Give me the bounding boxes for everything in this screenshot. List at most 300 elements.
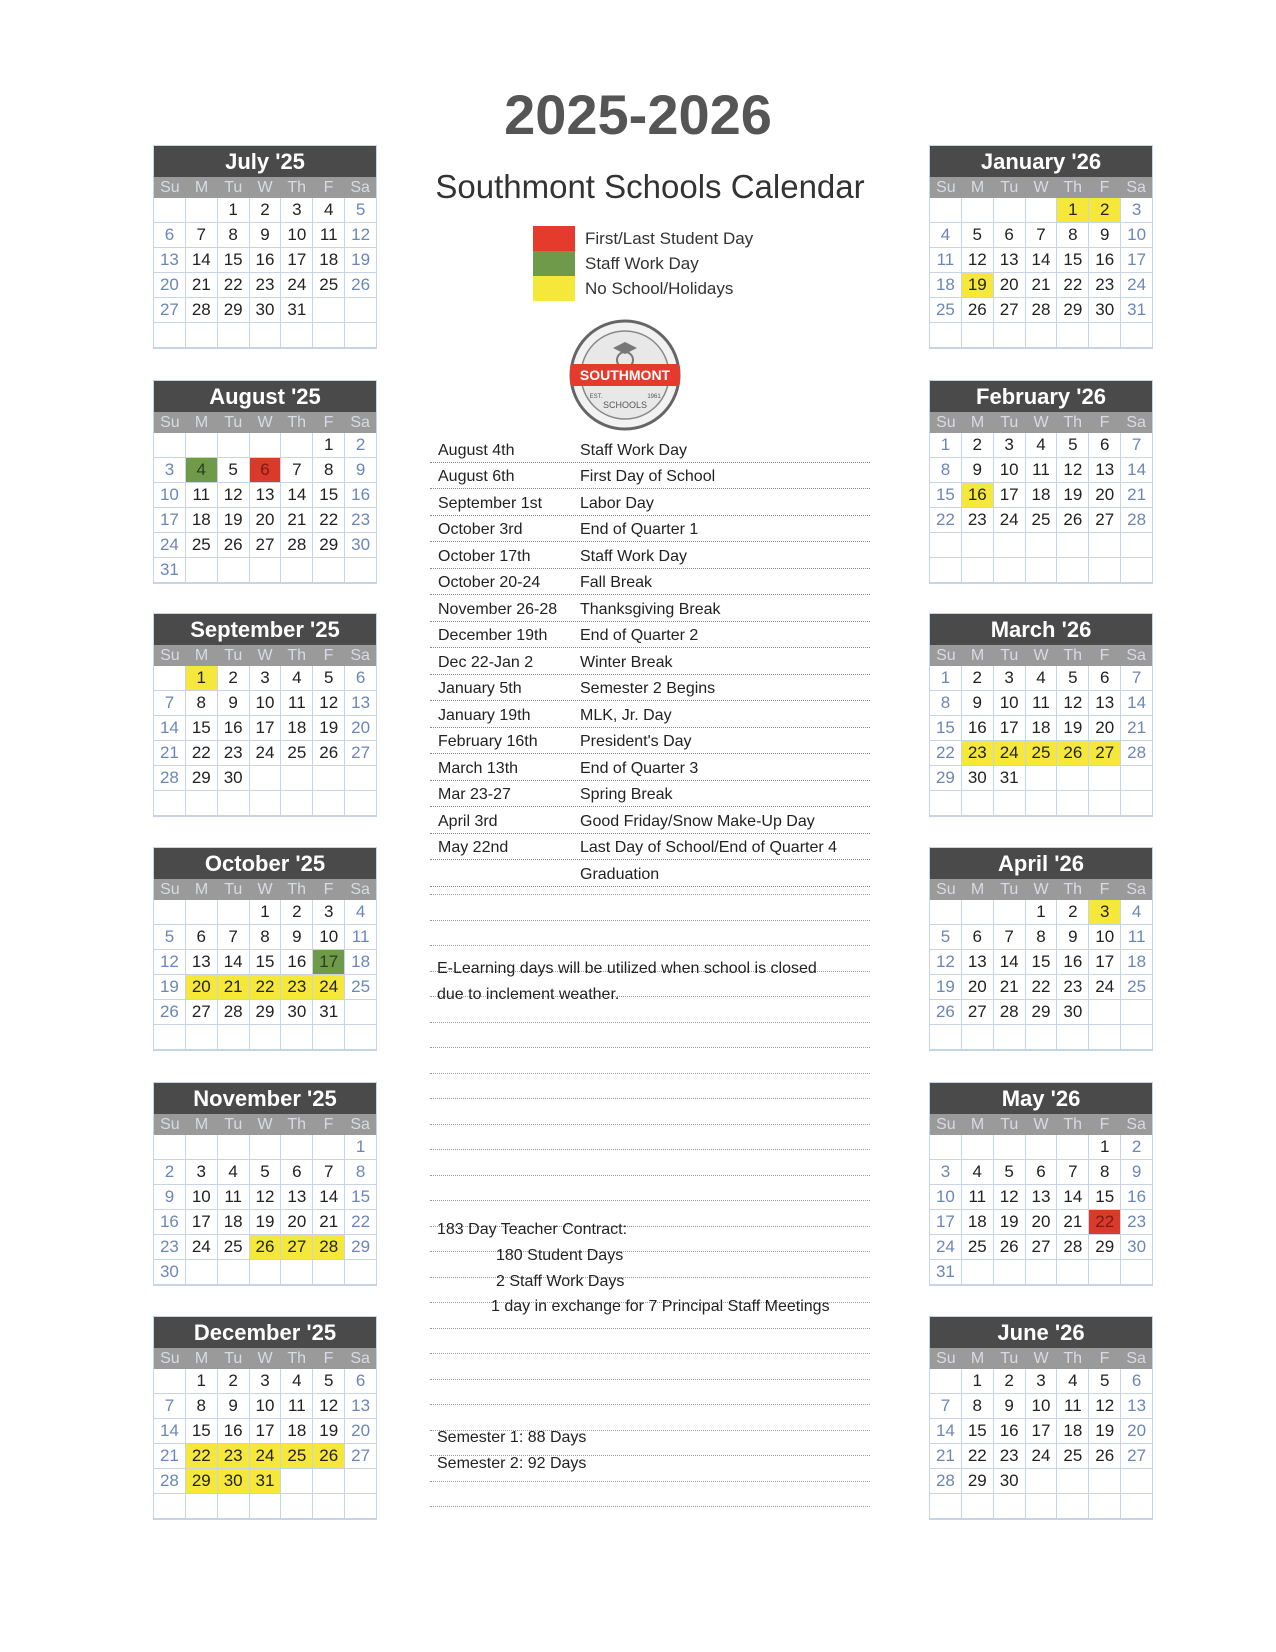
day-cell: 24 [281, 273, 313, 298]
empty-day-cell [994, 533, 1026, 558]
event-date: March 13th [438, 759, 519, 777]
day-cell: 11 [345, 925, 376, 950]
event-description: President's Day [580, 733, 692, 750]
legend-label: First/Last Student Day [585, 228, 754, 248]
day-cell: 6 [962, 925, 994, 950]
empty-day-cell [962, 1494, 994, 1519]
week-row [930, 533, 1152, 558]
day-cell: 22 [250, 975, 282, 1000]
day-cell: 6 [994, 223, 1026, 248]
day-cell: 28 [1057, 1235, 1089, 1260]
day-cell: 17 [1121, 248, 1152, 273]
empty-day-cell [1026, 1469, 1058, 1494]
week-row [930, 900, 1152, 925]
week-row [930, 716, 1152, 741]
day-cell: 13 [962, 950, 994, 975]
day-cell: 13 [154, 248, 186, 273]
event-row [430, 701, 870, 728]
empty-day-cell [1026, 1494, 1058, 1519]
month-calendar [153, 145, 377, 349]
day-cell: 31 [313, 1000, 345, 1025]
month-title: December '25 [154, 1317, 376, 1348]
day-cell: 30 [218, 766, 250, 791]
day-cell: 4 [930, 223, 962, 248]
event-row [430, 436, 870, 463]
day-cell: 21 [218, 975, 250, 1000]
weekday-header [154, 177, 376, 198]
day-cell: 14 [1121, 458, 1152, 483]
day-cell: 6 [1121, 1369, 1152, 1394]
day-cell: 28 [281, 533, 313, 558]
day-cell: 7 [186, 223, 218, 248]
weekday-label: F [1099, 179, 1110, 196]
day-cell: 29 [345, 1235, 376, 1260]
week-row [154, 273, 376, 298]
empty-day-cell [250, 791, 282, 816]
event-description: Semester 2 Begins [580, 680, 716, 697]
day-cell: 23 [250, 273, 282, 298]
day-cell: 19 [962, 273, 994, 298]
day-cell: 4 [281, 666, 313, 691]
weekday-label: Tu [224, 1116, 243, 1133]
event-date: October 17th [438, 547, 531, 565]
event-date: January 19th [438, 706, 531, 724]
contract-meetings: 1 day in exchange for 7 Principal Staff Meetings [491, 1298, 830, 1315]
empty-day-cell [1121, 1260, 1152, 1285]
weekday-label: Tu [1000, 1350, 1019, 1367]
day-cell: 6 [154, 223, 186, 248]
day-cell: 19 [994, 1210, 1026, 1235]
weekday-label: M [970, 1116, 985, 1133]
day-cell: 25 [186, 533, 218, 558]
empty-day-cell [1089, 533, 1121, 558]
event-row [430, 542, 870, 569]
day-cell: 25 [1026, 741, 1058, 766]
ruled-line [430, 921, 870, 947]
ruled-line [430, 895, 870, 921]
empty-day-cell [313, 1135, 345, 1160]
day-cell: 10 [313, 925, 345, 950]
day-cell: 22 [962, 1444, 994, 1469]
page-title: 2025-2026 [504, 83, 772, 146]
week-row [930, 950, 1152, 975]
week-row [930, 1210, 1152, 1235]
empty-day-cell [1089, 791, 1121, 816]
weekday-header [154, 879, 376, 900]
day-cell: 8 [186, 1394, 218, 1419]
day-cell: 3 [154, 458, 186, 483]
month-calendar [929, 613, 1153, 817]
event-date: April 3rd [438, 812, 498, 830]
empty-day-cell [281, 323, 313, 348]
event-date: May 22nd [438, 839, 509, 856]
empty-day-cell [345, 1469, 376, 1494]
day-cell: 31 [154, 558, 186, 583]
day-cell: 16 [962, 716, 994, 741]
weekday-label: Sa [1126, 1350, 1146, 1367]
day-cell: 5 [1089, 1369, 1121, 1394]
month-title: August '25 [154, 381, 376, 412]
empty-day-cell [345, 323, 376, 348]
day-cell: 19 [1057, 716, 1089, 741]
ruled-line [430, 1354, 870, 1380]
week-row [154, 1394, 376, 1419]
day-cell: 4 [218, 1160, 250, 1185]
empty-day-cell [962, 791, 994, 816]
semester-1-days: Semester 1: 88 Days [437, 1429, 587, 1446]
day-cell: 17 [994, 483, 1026, 508]
day-cell: 25 [1121, 975, 1152, 1000]
empty-day-cell [1057, 323, 1089, 348]
day-cell: 3 [994, 666, 1026, 691]
empty-day-cell [281, 433, 313, 458]
empty-day-cell [313, 1494, 345, 1519]
day-cell: 15 [930, 716, 962, 741]
weekday-label: F [323, 414, 334, 431]
event-description: Fall Break [580, 574, 653, 591]
day-cell: 5 [930, 925, 962, 950]
day-cell: 12 [1089, 1394, 1121, 1419]
day-cell: 11 [313, 223, 345, 248]
day-cell: 16 [1121, 1185, 1152, 1210]
day-cell: 17 [930, 1210, 962, 1235]
empty-day-cell [994, 323, 1026, 348]
day-cell: 14 [154, 716, 186, 741]
day-cell: 20 [962, 975, 994, 1000]
ruled-line [430, 1074, 870, 1100]
week-row [930, 558, 1152, 583]
day-cell: 18 [1026, 716, 1058, 741]
empty-day-cell [1121, 1469, 1152, 1494]
day-cell: 2 [250, 198, 282, 223]
empty-day-cell [1026, 791, 1058, 816]
day-cell: 26 [962, 298, 994, 323]
month-calendar [929, 847, 1153, 1051]
day-cell: 28 [154, 1469, 186, 1494]
day-cell: 29 [1089, 1235, 1121, 1260]
day-cell: 5 [994, 1160, 1026, 1185]
empty-day-cell [1057, 791, 1089, 816]
empty-day-cell [930, 1369, 962, 1394]
empty-day-cell [1089, 766, 1121, 791]
day-cell: 16 [218, 716, 250, 741]
weekday-label: Su [160, 414, 180, 431]
day-cell: 8 [186, 691, 218, 716]
day-cell: 1 [930, 666, 962, 691]
weekday-label: Sa [1126, 414, 1146, 431]
empty-day-cell [313, 1469, 345, 1494]
day-cell: 22 [186, 741, 218, 766]
day-cell: 29 [962, 1469, 994, 1494]
weekday-label: F [1099, 1116, 1110, 1133]
empty-day-cell [154, 666, 186, 691]
day-cell: 20 [994, 273, 1026, 298]
day-cell: 27 [345, 1444, 376, 1469]
event-date: November 26-28 [438, 600, 558, 618]
day-cell: 14 [281, 483, 313, 508]
day-cell: 18 [345, 950, 376, 975]
empty-day-cell [1057, 1260, 1089, 1285]
ruled-line [430, 1380, 870, 1406]
empty-day-cell [218, 323, 250, 348]
day-cell: 17 [250, 716, 282, 741]
day-cell: 3 [186, 1160, 218, 1185]
week-row [154, 1185, 376, 1210]
day-cell: 25 [313, 273, 345, 298]
legend-item-no-school [533, 276, 753, 301]
weekday-label: Sa [350, 1350, 370, 1367]
day-cell: 26 [1057, 741, 1089, 766]
day-cell: 24 [186, 1235, 218, 1260]
day-cell: 11 [218, 1185, 250, 1210]
day-cell: 19 [313, 716, 345, 741]
week-row [930, 1185, 1152, 1210]
day-cell: 25 [930, 298, 962, 323]
empty-day-cell [218, 1260, 250, 1285]
day-cell: 31 [1121, 298, 1152, 323]
day-cell: 2 [218, 1369, 250, 1394]
month-calendar [153, 613, 377, 817]
legend-label: No School/Holidays [585, 278, 734, 298]
day-cell: 16 [281, 950, 313, 975]
day-cell: 24 [154, 533, 186, 558]
day-cell: 19 [1089, 1419, 1121, 1444]
week-row [930, 1260, 1152, 1285]
event-description: End of Quarter 1 [580, 521, 699, 538]
empty-day-cell [1057, 533, 1089, 558]
day-cell: 29 [186, 766, 218, 791]
event-description: End of Quarter 3 [580, 759, 699, 777]
day-cell: 15 [1057, 248, 1089, 273]
week-row [154, 900, 376, 925]
week-row [154, 1369, 376, 1394]
day-cell: 15 [313, 483, 345, 508]
day-cell: 30 [154, 1260, 186, 1285]
day-cell: 18 [218, 1210, 250, 1235]
weekday-header [154, 412, 376, 433]
event-description: Last Day of School/End of Quarter 4 [580, 839, 838, 856]
empty-day-cell [281, 791, 313, 816]
weekday-label: Th [1063, 647, 1083, 664]
weekday-label: Th [1063, 1350, 1083, 1367]
day-cell: 16 [345, 483, 376, 508]
day-cell: 3 [1089, 900, 1121, 925]
day-cell: 16 [1089, 248, 1121, 273]
day-cell: 22 [1057, 273, 1089, 298]
month-calendar [929, 145, 1153, 349]
empty-day-cell [218, 1025, 250, 1050]
legend [533, 226, 753, 301]
week-row [930, 691, 1152, 716]
day-cell: 13 [281, 1185, 313, 1210]
week-row [930, 483, 1152, 508]
week-row [930, 1025, 1152, 1050]
event-row [430, 781, 870, 808]
event-row [430, 754, 870, 781]
day-cell: 24 [1121, 273, 1152, 298]
weekday-label: Th [1063, 1116, 1083, 1133]
empty-day-cell [250, 558, 282, 583]
day-cell: 7 [1121, 433, 1152, 458]
week-row [154, 716, 376, 741]
day-cell: 2 [994, 1369, 1026, 1394]
empty-day-cell [930, 198, 962, 223]
day-cell: 5 [313, 666, 345, 691]
day-cell: 21 [154, 1444, 186, 1469]
day-cell: 20 [1026, 1210, 1058, 1235]
empty-day-cell [1121, 1025, 1152, 1050]
empty-day-cell [1089, 1260, 1121, 1285]
weekday-label: W [1033, 1116, 1049, 1133]
day-cell: 11 [930, 248, 962, 273]
weekday-label: Th [287, 1116, 307, 1133]
empty-day-cell [1026, 558, 1058, 583]
day-cell: 6 [345, 666, 376, 691]
day-cell: 25 [281, 1444, 313, 1469]
empty-day-cell [218, 1135, 250, 1160]
day-cell: 19 [345, 248, 376, 273]
day-cell: 4 [1121, 900, 1152, 925]
empty-day-cell [994, 1260, 1026, 1285]
day-cell: 24 [930, 1235, 962, 1260]
day-cell: 21 [186, 273, 218, 298]
day-cell: 2 [1089, 198, 1121, 223]
event-date: August 6th [438, 468, 515, 485]
month-title: July '25 [154, 146, 376, 177]
month-title: March '26 [930, 614, 1152, 645]
day-cell: 1 [345, 1135, 376, 1160]
day-cell: 21 [1057, 1210, 1089, 1235]
day-cell: 11 [281, 691, 313, 716]
day-cell: 28 [1121, 741, 1152, 766]
empty-day-cell [962, 1260, 994, 1285]
legend-label: Staff Work Day [585, 253, 699, 273]
day-cell: 1 [962, 1369, 994, 1394]
day-cell: 28 [186, 298, 218, 323]
day-cell: 20 [154, 273, 186, 298]
weekday-label: Su [936, 1350, 956, 1367]
day-cell: 24 [994, 741, 1026, 766]
day-cell: 26 [313, 741, 345, 766]
day-cell: 16 [250, 248, 282, 273]
day-cell: 29 [1057, 298, 1089, 323]
week-row [930, 766, 1152, 791]
event-date: December 19th [438, 627, 548, 644]
weekday-label: F [1099, 647, 1110, 664]
weekday-label: Th [287, 881, 307, 898]
day-cell: 29 [930, 766, 962, 791]
empty-day-cell [250, 433, 282, 458]
empty-day-cell [1121, 766, 1152, 791]
weekday-label: Th [1063, 414, 1083, 431]
day-cell: 2 [1121, 1135, 1152, 1160]
day-cell: 8 [250, 925, 282, 950]
day-cell: 14 [930, 1419, 962, 1444]
event-row [430, 834, 870, 861]
day-cell: 4 [1026, 666, 1058, 691]
empty-day-cell [930, 1025, 962, 1050]
empty-day-cell [1121, 533, 1152, 558]
empty-day-cell [218, 433, 250, 458]
ruled-line [430, 1023, 870, 1049]
weekday-label: Su [936, 414, 956, 431]
weekday-label: Tu [1000, 179, 1019, 196]
day-cell: 9 [1057, 925, 1089, 950]
empty-day-cell [250, 1494, 282, 1519]
day-cell: 26 [250, 1235, 282, 1260]
page-subtitle: Southmont Schools Calendar [435, 168, 865, 205]
day-cell: 13 [345, 691, 376, 716]
day-cell: 23 [345, 508, 376, 533]
day-cell: 21 [313, 1210, 345, 1235]
empty-day-cell [930, 791, 962, 816]
empty-day-cell [313, 558, 345, 583]
day-cell: 30 [1089, 298, 1121, 323]
empty-day-cell [1121, 323, 1152, 348]
day-cell: 11 [1026, 691, 1058, 716]
day-cell: 2 [962, 666, 994, 691]
day-cell: 17 [1026, 1419, 1058, 1444]
day-cell: 12 [218, 483, 250, 508]
day-cell: 26 [313, 1444, 345, 1469]
empty-day-cell [345, 791, 376, 816]
day-cell: 8 [1026, 925, 1058, 950]
day-cell: 4 [345, 900, 376, 925]
day-cell: 25 [1026, 508, 1058, 533]
empty-day-cell [930, 1135, 962, 1160]
empty-day-cell [1089, 1494, 1121, 1519]
event-description: Thanksgiving Break [580, 600, 721, 618]
day-cell: 28 [154, 766, 186, 791]
day-cell: 29 [313, 533, 345, 558]
month-title: May '26 [930, 1083, 1152, 1114]
weekday-label: F [323, 179, 334, 196]
day-cell: 7 [218, 925, 250, 950]
day-cell: 22 [313, 508, 345, 533]
day-cell: 26 [154, 1000, 186, 1025]
day-cell: 14 [154, 1419, 186, 1444]
day-cell: 23 [994, 1444, 1026, 1469]
day-cell: 20 [345, 716, 376, 741]
weekday-header [930, 645, 1152, 666]
day-cell: 24 [994, 508, 1026, 533]
day-cell: 12 [313, 691, 345, 716]
day-cell: 17 [250, 1419, 282, 1444]
empty-day-cell [313, 766, 345, 791]
day-cell: 10 [1026, 1394, 1058, 1419]
empty-day-cell [994, 900, 1026, 925]
event-row [430, 648, 870, 675]
day-cell: 13 [994, 248, 1026, 273]
empty-day-cell [1057, 558, 1089, 583]
week-row [154, 508, 376, 533]
day-cell: 29 [1026, 1000, 1058, 1025]
day-cell: 19 [930, 975, 962, 1000]
day-cell: 29 [186, 1469, 218, 1494]
day-cell: 28 [218, 1000, 250, 1025]
empty-day-cell [186, 1025, 218, 1050]
day-cell: 20 [1089, 483, 1121, 508]
day-cell: 6 [1089, 666, 1121, 691]
empty-day-cell [1057, 1469, 1089, 1494]
day-cell: 16 [1057, 950, 1089, 975]
weekday-header [930, 879, 1152, 900]
day-cell: 1 [930, 433, 962, 458]
logo-year-left: EST. [589, 394, 603, 400]
legend-item-staff-work [533, 251, 753, 276]
weekday-label: Su [160, 1350, 180, 1367]
day-cell: 14 [1121, 691, 1152, 716]
